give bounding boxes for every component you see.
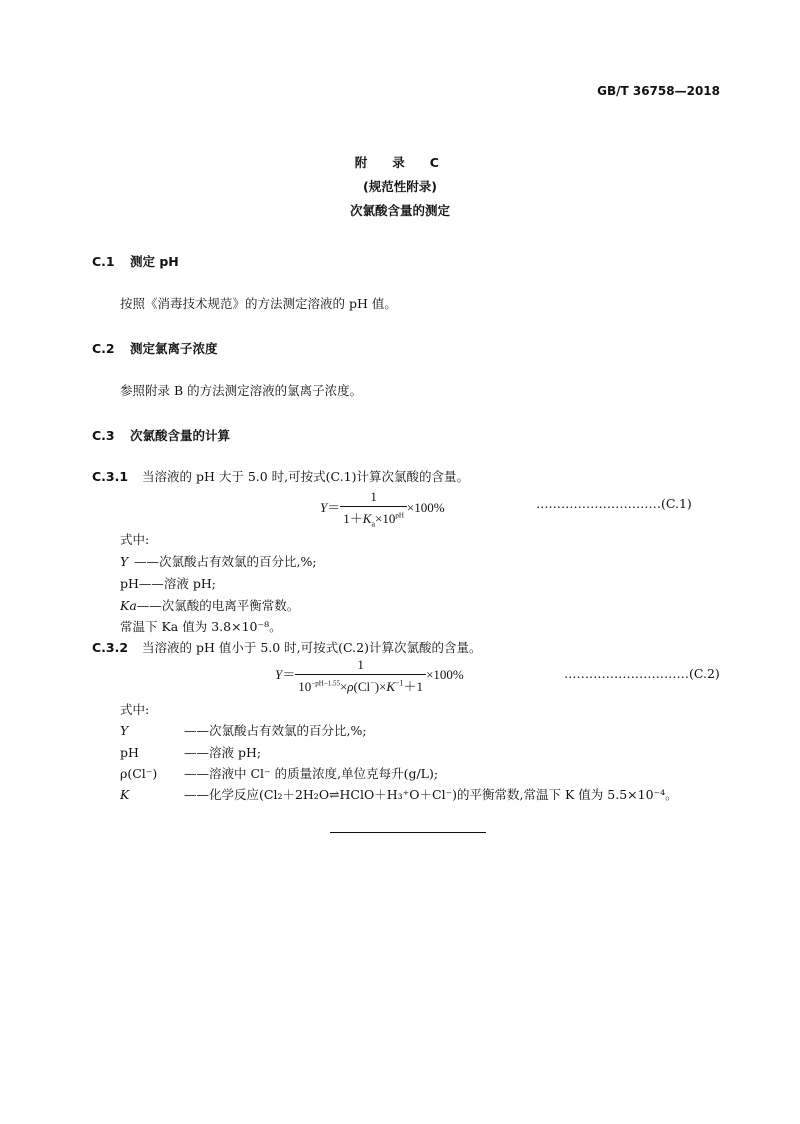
where-label: 式中: bbox=[120, 702, 150, 717]
section-title: 测定氯离子浓度 bbox=[130, 341, 218, 356]
section-heading-c3 bbox=[92, 426, 230, 444]
formula-denominator: $10^{-pH-1.55}\times\rho(Cl^-)\times K^{-1}+1$ bbox=[298, 678, 424, 694]
definition-text: ——次氯酸占有效氯的百分比,%; bbox=[134, 554, 317, 569]
symbol: pH bbox=[120, 745, 139, 760]
section-title: 次氯酸含量的计算 bbox=[130, 428, 231, 443]
definition-k bbox=[120, 785, 678, 803]
formula-rhs: ×100% bbox=[426, 666, 464, 682]
formula-numerator: 1 bbox=[295, 657, 426, 675]
equation-label-c1: …………………………(C.1) bbox=[536, 496, 692, 511]
formula-fraction bbox=[340, 489, 407, 529]
section-heading-c2 bbox=[92, 339, 218, 357]
formula-c2 bbox=[275, 657, 464, 695]
formula-denominator: $1+K_a\times 10^{pH}$ bbox=[343, 511, 404, 529]
annex-title: 次氯酸含量的测定 bbox=[349, 203, 450, 218]
clause-number: C.3.1 bbox=[92, 469, 129, 484]
clause-number: C.3.2 bbox=[92, 640, 129, 655]
definition-ph bbox=[120, 743, 261, 761]
formula-lhs: Y＝ bbox=[320, 499, 341, 515]
definition-text: ——化学反应(Cl₂＋2H₂O⇌HClO＋H₃⁺O＋Cl⁻)的平衡常数,常温下 K 值为 5.5×10⁻⁴。 bbox=[184, 787, 678, 802]
equation-label-c2: …………………………(C.2) bbox=[564, 666, 720, 681]
annex-type: (规范性附录) bbox=[363, 179, 437, 194]
annex-label: 附 录 C bbox=[354, 155, 446, 170]
definition-rho bbox=[120, 764, 438, 782]
standard-number: GB/T 36758—2018 bbox=[597, 84, 720, 98]
symbol: Y bbox=[120, 723, 129, 738]
section-body-c1: 按照《消毒技术规范》的方法测定溶液的 pH 值。 bbox=[120, 296, 397, 311]
definition-text: ——次氯酸的电离平衡常数。 bbox=[136, 598, 300, 613]
definition-y bbox=[120, 721, 367, 739]
clause-c32 bbox=[92, 638, 481, 656]
definition-text: ——溶液 pH; bbox=[138, 576, 216, 591]
formula-numerator: 1 bbox=[340, 489, 407, 507]
section-number: C.2 bbox=[92, 341, 115, 356]
note-ka: 常温下 Ka 值为 3.8×10⁻⁸。 bbox=[120, 619, 282, 634]
definition-text: ——溶液中 Cl⁻ 的质量浓度,单位克每升(g/L); bbox=[184, 766, 439, 781]
section-heading-c1 bbox=[92, 252, 179, 270]
formula-c1 bbox=[320, 489, 445, 529]
section-number: C.1 bbox=[92, 254, 115, 269]
symbol: Y bbox=[120, 554, 129, 569]
end-rule bbox=[330, 832, 486, 833]
section-number: C.3 bbox=[92, 428, 115, 443]
definition-ka bbox=[120, 596, 299, 614]
symbol: K bbox=[120, 787, 130, 802]
definition-y bbox=[120, 552, 317, 570]
formula-rhs: ×100% bbox=[406, 499, 445, 515]
where-label: 式中: bbox=[120, 532, 150, 547]
symbol: pH bbox=[120, 576, 139, 591]
section-body-c2: 参照附录 B 的方法测定溶液的氯离子浓度。 bbox=[120, 383, 363, 398]
definition-ph bbox=[120, 574, 216, 592]
definition-text: ——次氯酸占有效氯的百分比,%; bbox=[184, 723, 367, 738]
clause-text: 当溶液的 pH 值小于 5.0 时,可按式(C.2)计算次氯酸的含量。 bbox=[142, 640, 482, 655]
clause-text: 当溶液的 pH 大于 5.0 时,可按式(C.1)计算次氯酸的含量。 bbox=[142, 469, 469, 484]
definition-text: ——溶液 pH; bbox=[184, 745, 262, 760]
formula-fraction bbox=[295, 657, 426, 695]
clause-c31 bbox=[92, 467, 469, 485]
symbol: Ka bbox=[120, 598, 137, 613]
symbol: ρ(Cl⁻) bbox=[120, 766, 158, 781]
section-title: 测定 pH bbox=[130, 254, 179, 269]
formula-lhs: Y＝ bbox=[275, 666, 296, 682]
